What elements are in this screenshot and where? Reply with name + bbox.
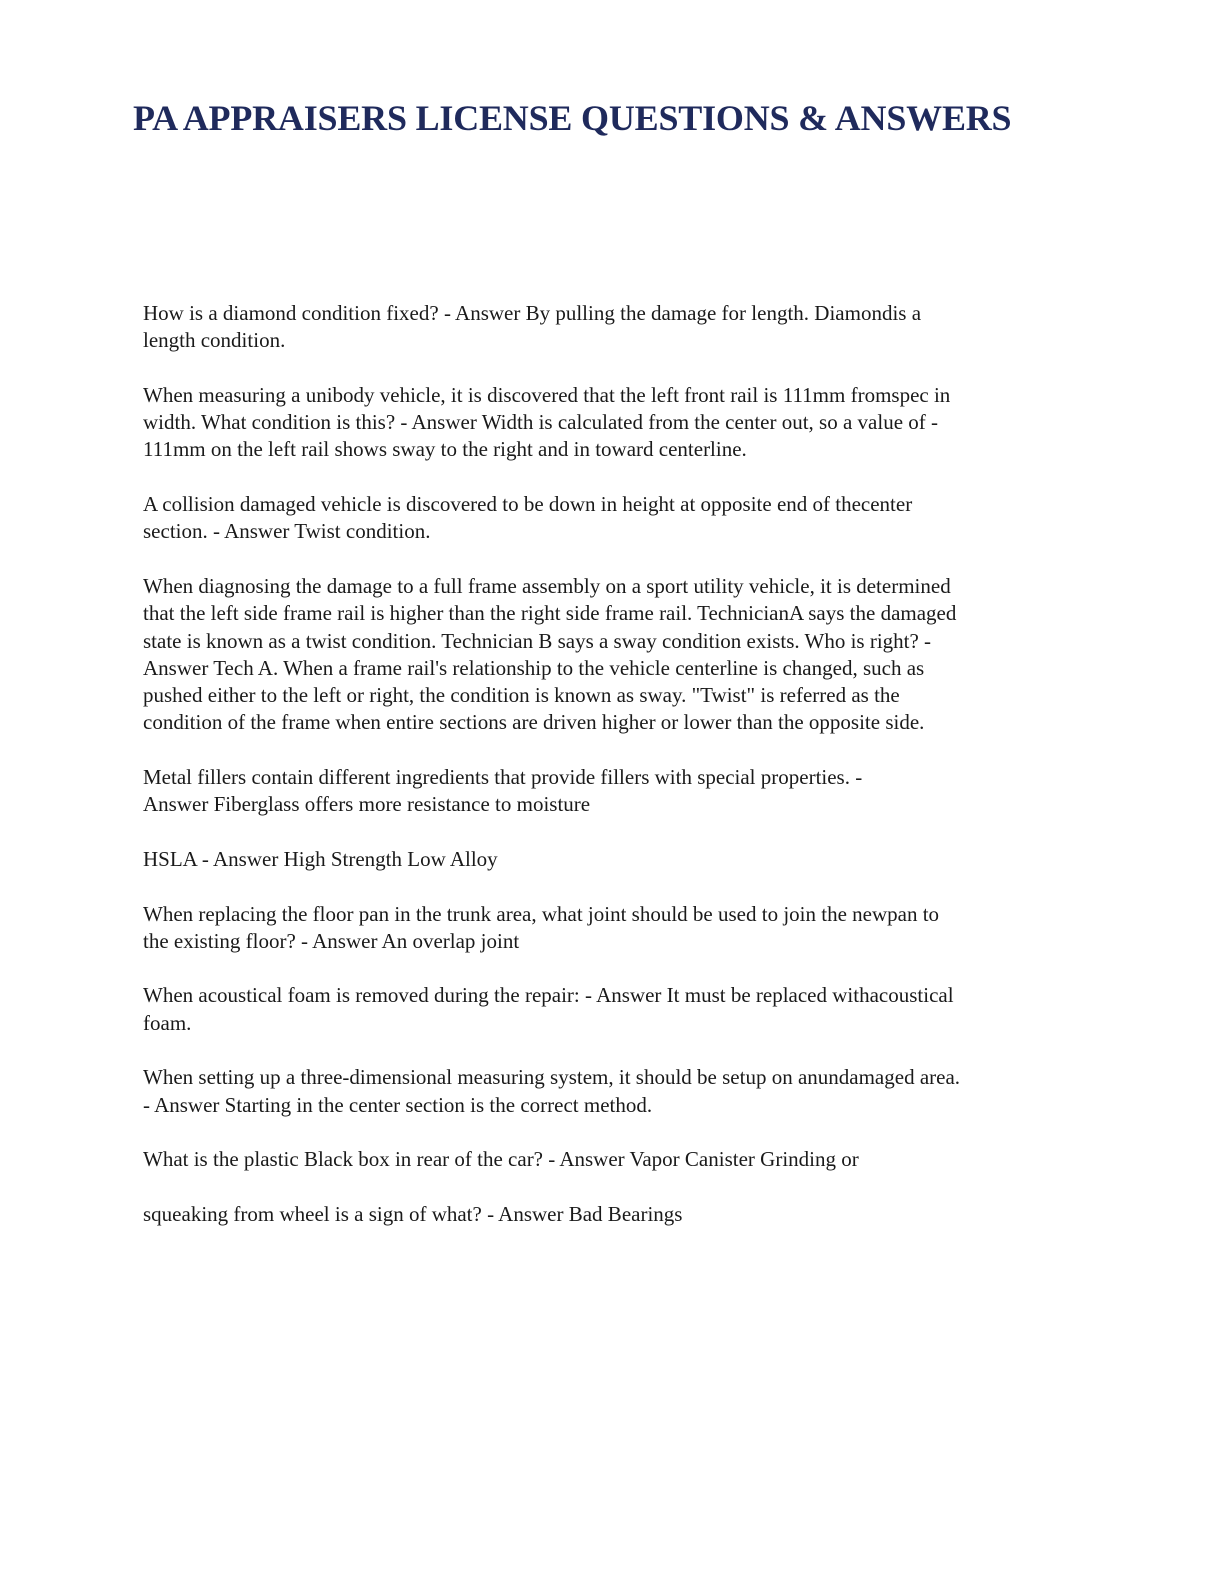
qa-line: When setting up a three-dimensional measuring system, it should be setup on anundamaged area. [143,1065,961,1090]
qa-item [143,846,1078,873]
qa-line: 111mm on the left rail shows sway to the right and in toward centerline. [143,437,747,462]
qa-item [143,901,1078,956]
qa-item [143,300,1078,355]
qa-line: A collision damaged vehicle is discovered to be down in height at opposite end of thecenter [143,492,913,517]
qa-line: squeaking from wheel is a sign of what? - Answer Bad Bearings [143,1201,683,1226]
qa-line: condition of the frame when entire sections are driven higher or lower than the opposite side. [143,710,925,735]
qa-item [143,491,1078,546]
qa-line: foam. [143,1010,192,1035]
qa-item [143,1064,1078,1119]
qa-line: HSLA - Answer High Strength Low Alloy [143,846,498,871]
qa-item [143,573,1078,737]
qa-line: Answer Tech A. When a frame rail's relationship to the vehicle centerline is changed, such as [143,655,925,680]
qa-item [143,982,1078,1037]
qa-item [143,382,1078,464]
document-title: PA APPRAISERS LICENSE QUESTIONS & ANSWERS [133,98,1012,138]
qa-line: When measuring a unibody vehicle, it is discovered that the left front rail is 111mm fromspec in [143,382,951,407]
qa-line: When acoustical foam is removed during the repair: - Answer It must be replaced withacoustical [143,983,954,1008]
qa-line: Metal fillers contain different ingredients that provide fillers with special properties. - [143,765,863,790]
qa-line: How is a diamond condition fixed? - Answer By pulling the damage for length. Diamondis a [143,301,922,325]
qa-line: - Answer Starting in the center section is the correct method. [143,1092,653,1117]
qa-list [143,300,1078,1255]
qa-item [143,1201,1078,1228]
qa-line: Answer Fiberglass offers more resistance to moisture [143,792,591,817]
qa-line: section. - Answer Twist condition. [143,519,431,544]
qa-line: state is known as a twist condition. Technician B says a sway condition exists. Who is right? - [143,628,932,653]
qa-line: length condition. [143,328,286,353]
qa-line: the existing floor? - Answer An overlap joint [143,928,520,953]
qa-item [143,764,1078,819]
qa-item [143,1146,1078,1173]
qa-line: What is the plastic Black box in rear of the car? - Answer Vapor Canister Grinding or [143,1147,859,1172]
qa-line: that the left side frame rail is higher than the right side frame rail. TechnicianA says the damaged [143,601,957,626]
qa-line: pushed either to the left or right, the condition is known as sway. "Twist" is referred as the [143,683,900,708]
qa-line: When replacing the floor pan in the trunk area, what joint should be used to join the newpan to [143,901,940,926]
qa-line: width. What condition is this? - Answer Width is calculated from the center out, so a value of - [143,410,939,435]
qa-line: When diagnosing the damage to a full frame assembly on a sport utility vehicle, it is determined [143,573,951,598]
